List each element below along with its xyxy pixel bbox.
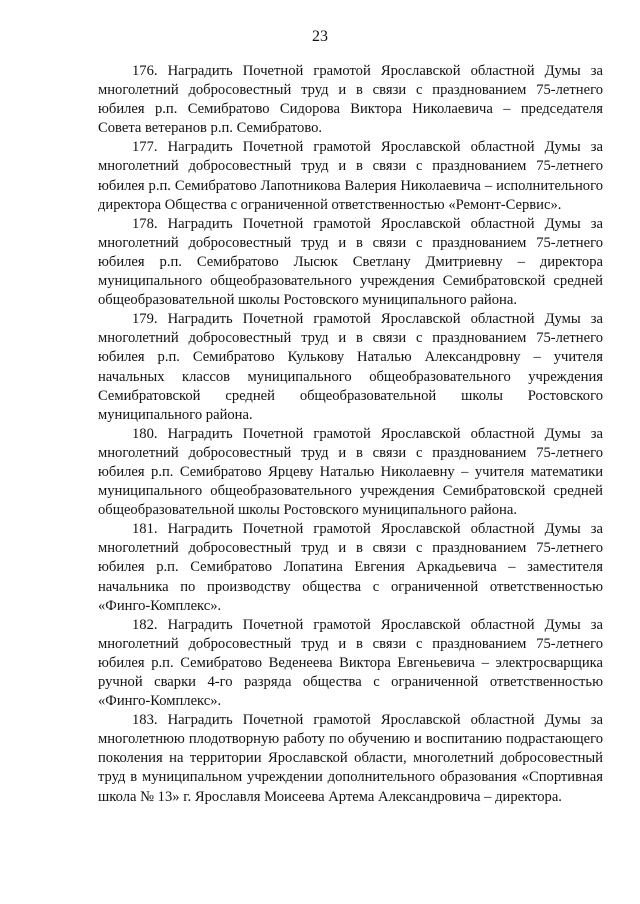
- paragraph-item-181: 181. Наградить Почетной грамотой Ярославской областной Думы за многолетний добросовестный труд и в связи с празднованием 75-летнего юбилея р.п. Семибратово Лопатина Евгения Аркадьевича – заместителя начальника по производству общества с ограниченной ответственностью «Финго-Комплекс».: [98, 521, 603, 614]
- paragraph-item-179: 179. Наградить Почетной грамотой Ярославской областной Думы за многолетний добросовестный труд и в связи с празднованием 75-летнего юбилея р.п. Семибратово Кулькову Наталью Александровну – учителя начальных классов муниципального общеобразовательного учреждения Семибратовской средней общеобразовательной школы Ростовского муниципального района.: [98, 311, 603, 423]
- paragraph-item-182: 182. Наградить Почетной грамотой Ярославской областной Думы за многолетний добросовестный труд и в связи с празднованием 75-летнего юбилея р.п. Семибратово Веденеева Виктора Евгеньевича – электросварщика ручной сварки 4-го разряда общества с ограниченной ответственностью «Финго-Комплекс».: [98, 616, 603, 710]
- paragraph-item-176: 176. Наградить Почетной грамотой Ярославской областной Думы за многолетний добросовестный труд и в связи с празднованием 75-летнего юбилея р.п. Семибратово Сидорова Виктора Николаевича – председателя Совета ветеранов р.п. Семибратово.: [98, 63, 603, 137]
- paragraph-item-178: 178. Наградить Почетной грамотой Ярославской областной Думы за многолетний добросовестный труд и в связи с празднованием 75-летнего юбилея р.п. Семибратово Лысюк Светлану Дмитриевну – директора муниципального общеобразовательного учреждения Семибратовской средней общеобразовательной школы Ростовского муниципального района.: [98, 215, 603, 309]
- document-body: [98, 62, 603, 807]
- paragraph-item-180: 180. Наградить Почетной грамотой Ярославской областной Думы за многолетний добросовестный труд и в связи с празднованием 75-летнего юбилея р.п. Семибратово Ярцеву Наталью Николаевну – учителя математики муниципального общеобразовательного учреждения Семибратовской средней общеобразовательной школы Ростовского муниципального района.: [98, 425, 603, 519]
- paragraph-item-183: 183. Наградить Почетной грамотой Ярославской областной Думы за многолетнюю плодотворную работу по обучению и воспитанию подрастающего поколения на территории Ярославской области, многолетний добросовестный труд в муниципальном учреждении дополнительного образования «Спортивная школа № 13» г. Ярославля Моисеева Артема Александровича – директора.: [98, 712, 603, 805]
- paragraph-item-177: 177. Наградить Почетной грамотой Ярославской областной Думы за многолетний добросовестный труд и в связи с празднованием 75-летнего юбилея р.п. Семибратово Лапотникова Валерия Николаевича – исполнительного директора Общества с ограниченной ответственностью «Ремонт-Сервис».: [98, 139, 603, 213]
- page-number: 23: [312, 28, 328, 45]
